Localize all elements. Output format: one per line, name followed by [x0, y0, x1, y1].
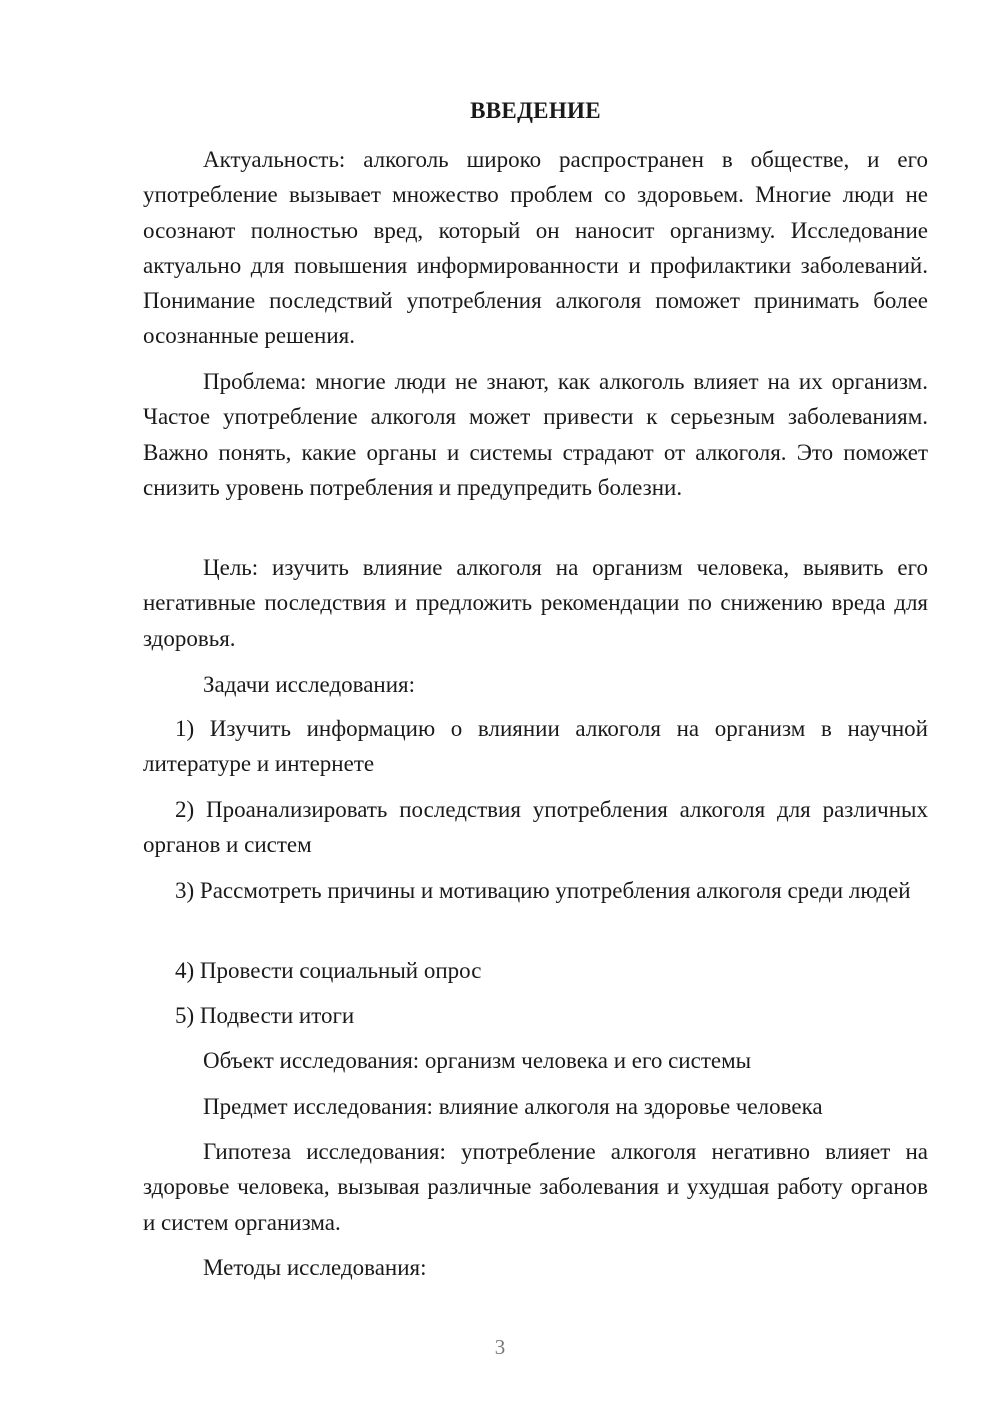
paragraph-methods: Методы исследования:: [203, 1255, 427, 1280]
page-number: 3: [494, 1335, 506, 1359]
paragraph-hypothesis: Гипотеза исследования: употребление алкоголя негативно влияет на здоровье человека, вызывая различные заболевания и ухудшая работу органов и систем организма.: [143, 1139, 928, 1235]
paragraph-problem: Проблема: многие люди не знают, как алкоголь влияет на их организм. Частое употребление алкоголя может привести к серьезным заболеваниям. Важно понять, какие органы и системы страдают от алкоголя. Это поможет снизить уровень потребления и предупредить болезни.: [143, 369, 928, 500]
list-item-task-5: 5) Подвести итоги: [175, 1003, 355, 1028]
list-item-task-3: 3) Рассмотреть причины и мотивацию употребления алкоголя среди людей: [175, 878, 911, 903]
paragraph-relevance: Актуальность: алкоголь широко распространен в обществе, и его употребление вызывает множество проблем со здоровьем. Многие люди не осознают полностью вред, который он наносит организму. Исследование актуально для повышения информированности и профилактики заболеваний. Понимание последствий употребления алкоголя поможет принимать более осознанные решения.: [143, 147, 928, 349]
paragraph-object: Объект исследования: организм человека и его системы: [203, 1048, 752, 1073]
paragraph-tasks-heading: Задачи исследования:: [203, 672, 416, 697]
list-item-task-4: 4) Провести социальный опрос: [175, 958, 482, 983]
list-item-task-2: 2) Проанализировать последствия употребления алкоголя для различных органов и систем: [143, 797, 928, 858]
paragraph-subject: Предмет исследования: влияние алкоголя на здоровье человека: [203, 1094, 823, 1119]
section-title: ВВЕДЕНИЕ: [470, 98, 601, 123]
paragraph-goal: Цель: изучить влияние алкоголя на организм человека, выявить его негативные последствия и предложить рекомендации по снижению вреда для здоровья.: [143, 555, 928, 651]
list-item-task-1: 1) Изучить информацию о влиянии алкоголя на организм в научной литературе и интернете: [143, 716, 928, 777]
